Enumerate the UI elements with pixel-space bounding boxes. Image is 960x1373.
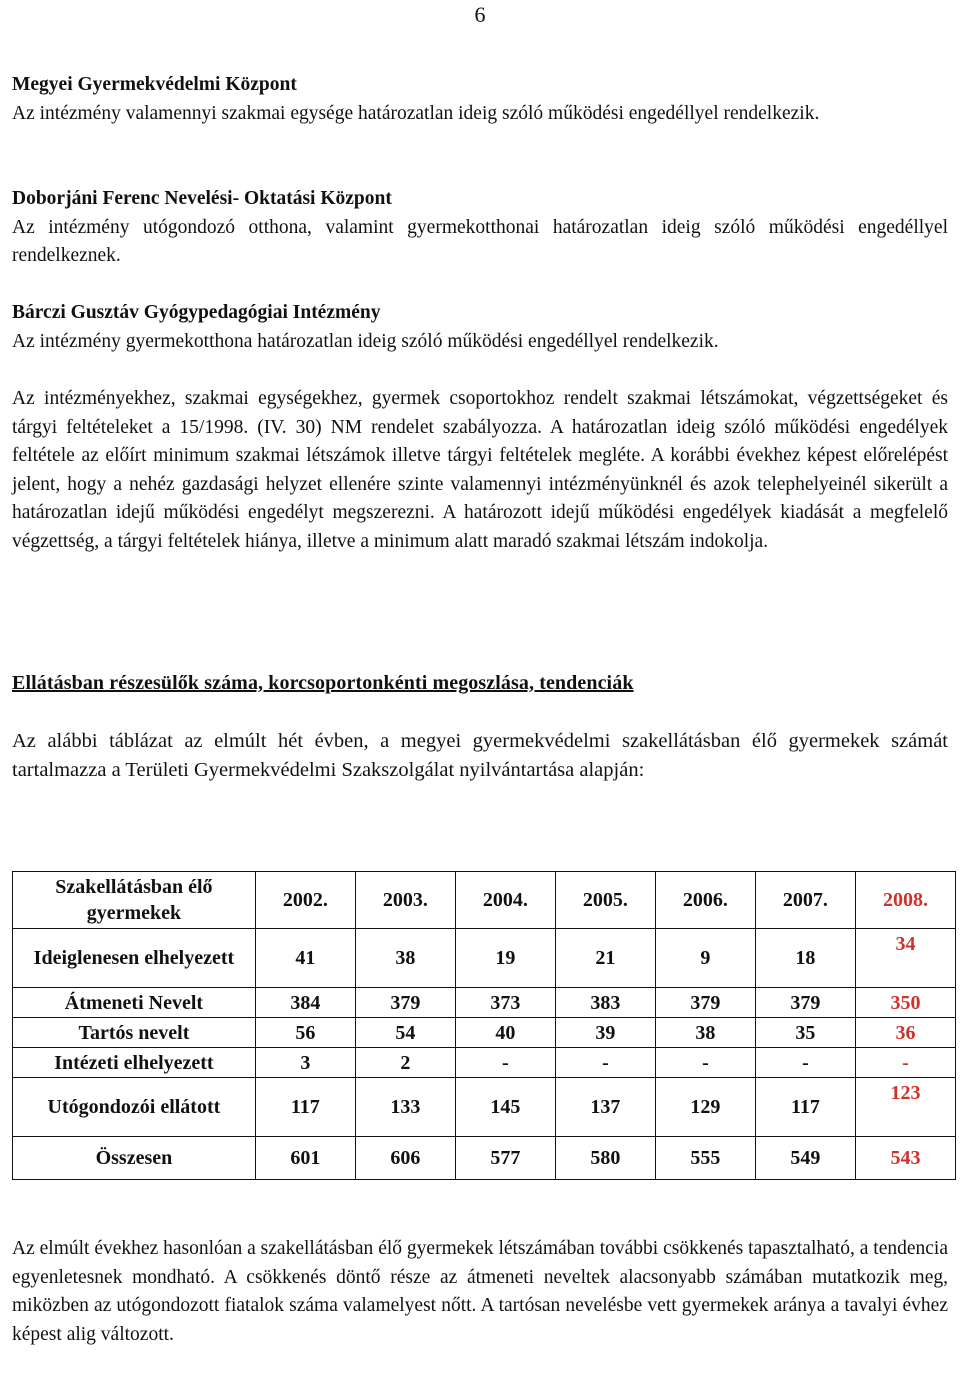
- table-cell: 9: [655, 929, 755, 988]
- table-cell: 56: [255, 1018, 355, 1048]
- closing-paragraph: Az elmúlt évekhez hasonlóan a szakellátásban élő gyermekek létszámában további csökkenés tapasztalható, a tendencia egyenletesnek mondható. A csökkenés döntő része az átmeneti neveltek alacsonyabb számában mutatkozik meg, miközben az utógondozott fiatalok száma valamelyest nőtt. A tartósan nevelésbe vett gyermekek aránya a tavalyi évhez képest alig változott.: [12, 1238, 948, 1345]
- table-cell: 35: [755, 1018, 855, 1048]
- table-row: [13, 1048, 956, 1078]
- row-label: Utógondozói ellátott: [13, 1078, 256, 1137]
- row-label: Összesen: [13, 1137, 256, 1180]
- paragraph-doborjani: [12, 185, 948, 271]
- table-cell: 133: [355, 1078, 455, 1137]
- table-cell: 19: [455, 929, 555, 988]
- year-header: 2005.: [555, 872, 655, 929]
- year-header: 2008.: [855, 872, 955, 929]
- table-cell: 129: [655, 1078, 755, 1137]
- year-header: 2007.: [755, 872, 855, 929]
- table-cell: 384: [255, 988, 355, 1018]
- table-cell: 379: [355, 988, 455, 1018]
- row-label: Átmeneti Nevelt: [13, 988, 256, 1018]
- table-cell: 606: [355, 1137, 455, 1180]
- table-cell: 3: [255, 1048, 355, 1078]
- table-row: [13, 988, 956, 1018]
- row-label: Tartós nevelt: [13, 1018, 256, 1048]
- table-cell: 543: [855, 1137, 955, 1180]
- paragraph-heading: Bárczi Gusztáv Gyógypedagógiai Intézmény: [12, 302, 381, 323]
- table-cell: 137: [555, 1078, 655, 1137]
- paragraph-heading: Doborjáni Ferenc Nevelési- Oktatási Központ: [12, 188, 392, 209]
- table-cell: 18: [755, 929, 855, 988]
- table-total-row: [13, 1137, 956, 1180]
- paragraph-megyei: [12, 71, 948, 128]
- table-cell: 379: [655, 988, 755, 1018]
- table-cell: 555: [655, 1137, 755, 1180]
- table-cell: -: [455, 1048, 555, 1078]
- year-header: 2003.: [355, 872, 455, 929]
- table-cell: -: [755, 1048, 855, 1078]
- table-cell: 379: [755, 988, 855, 1018]
- paragraph-text: Az intézmény valamennyi szakmai egysége határozatlan ideig szóló működési engedéllyel rendelkezik.: [12, 102, 820, 124]
- table-cell: 123: [855, 1078, 955, 1137]
- table-cell: 145: [455, 1078, 555, 1137]
- paragraph-text: Az intézmény gyermekotthona határozatlan ideig szóló működési engedéllyel rendelkezik.: [12, 330, 719, 352]
- table-cell: 40: [455, 1018, 555, 1048]
- year-header: 2006.: [655, 872, 755, 929]
- care-statistics-table: [12, 871, 956, 1180]
- table-cell: 601: [255, 1137, 355, 1180]
- table-cell: 549: [755, 1137, 855, 1180]
- table-cell: -: [655, 1048, 755, 1078]
- table-row: [13, 929, 956, 988]
- table-cell: 2: [355, 1048, 455, 1078]
- year-header: 2002.: [255, 872, 355, 929]
- table-cell: 117: [255, 1078, 355, 1137]
- table-intro: Az alábbi táblázat az elmúlt hét évben, a megyei gyermekvédelmi szakellátásban élő gyermekek számát tartalmazza a Területi Gyermekvédelmi Szakszolgálat nyilvántartása alapján:: [12, 730, 948, 781]
- table-cell: 36: [855, 1018, 955, 1048]
- paragraph-barczi: [12, 299, 948, 356]
- table-cell: 21: [555, 929, 655, 988]
- table-header-row: [13, 872, 956, 929]
- table-cell: 39: [555, 1018, 655, 1048]
- row-label: Ideiglenesen elhelyezett: [13, 929, 256, 988]
- paragraph-text: Az intézmény utógondozó otthona, valamint gyermekotthonai határozatlan ideig szóló működési engedéllyel rendelkeznek.: [12, 216, 948, 266]
- paragraph-regulation: [12, 385, 948, 556]
- year-header: 2004.: [455, 872, 555, 929]
- row-label: Intézeti elhelyezett: [13, 1048, 256, 1078]
- table-cell: -: [555, 1048, 655, 1078]
- table-cell: 41: [255, 929, 355, 988]
- table-cell: 577: [455, 1137, 555, 1180]
- section-title: Ellátásban részesülők száma, korcsoportonkénti megoszlása, tendenciák: [12, 672, 634, 694]
- table-row: [13, 1078, 956, 1137]
- page-number: 6: [474, 2, 486, 27]
- table-cell: 350: [855, 988, 955, 1018]
- table-cell: 117: [755, 1078, 855, 1137]
- table-cell: 383: [555, 988, 655, 1018]
- table-row: [13, 1018, 956, 1048]
- table-cell: 38: [355, 929, 455, 988]
- table-cell: -: [855, 1048, 955, 1078]
- table-cell: 34: [855, 929, 955, 988]
- table-cell: 373: [455, 988, 555, 1018]
- table-cell: 38: [655, 1018, 755, 1048]
- table-header-label: Szakellátásban élő gyermekek: [13, 872, 256, 929]
- paragraph-text: Az intézményekhez, szakmai egységekhez, gyermek csoportokhoz rendelt szakmai létszámokat, végzettségeket és tárgyi feltételeket a 15/1998. (IV. 30) NM rendelet szabályozza. A határozatlan ideig szóló működési engedélyek feltétele az előírt minimum szakmai létszámok illetve tárgyi feltételek megléte. A korábbi évekhez képest előrelépést jelent, hogy a nehéz gazdasági helyzet ellenére szinte valamennyi intézményünknél és azok telephelyeinél sikerült a határozatlan idejű működési engedélyt megszerezni. A határozott idejű működési engedélyek kiadását a megfelelő végzettség, a tárgyi feltételek hiánya, illetve a minimum alatt maradó szakmai létszám indokolja.: [12, 388, 948, 552]
- table-cell: 580: [555, 1137, 655, 1180]
- paragraph-heading: Megyei Gyermekvédelmi Központ: [12, 74, 297, 95]
- table-cell: 54: [355, 1018, 455, 1048]
